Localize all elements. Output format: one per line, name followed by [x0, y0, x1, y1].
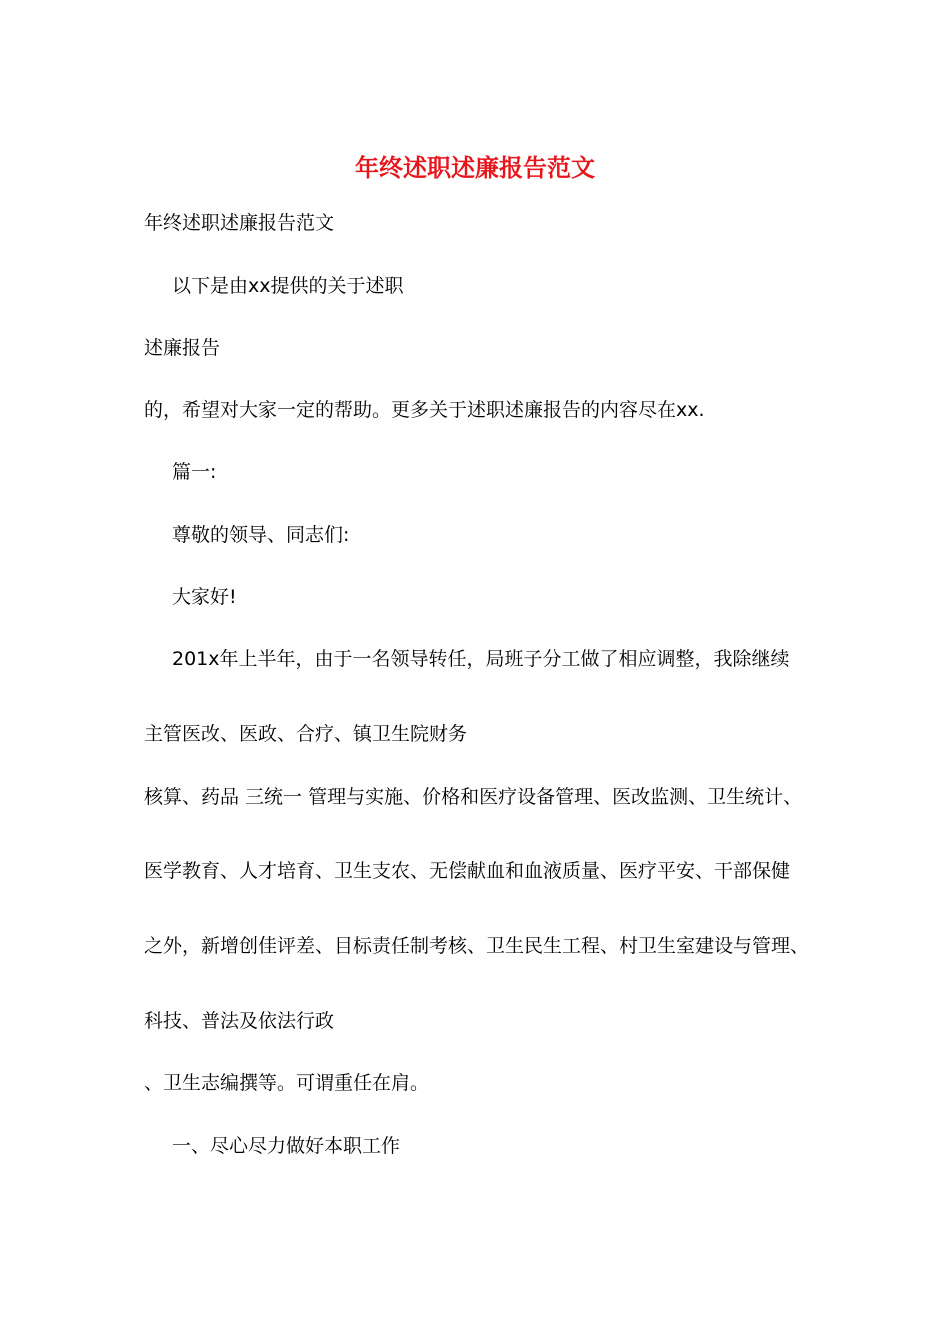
paragraph-line: 科技、普法及依法行政	[144, 1010, 335, 1032]
paragraph-line: 的，希望对大家一定的帮助。更多关于述职述廉报告的内容尽在xx.	[144, 399, 705, 421]
paragraph-line: 以下是由xx提供的关于述职	[172, 275, 404, 297]
paragraph-line: 尊敬的领导、同志们:	[172, 524, 350, 546]
section-heading: 一、尽心尽力做好本职工作	[172, 1135, 401, 1157]
paragraph-line: 述廉报告	[144, 337, 221, 359]
paragraph-line: 主管医改、医政、合疗、镇卫生院财务	[144, 723, 468, 745]
paragraph-line: 核算、药品 三统一 管理与实施、价格和医疗设备管理、医改监测、卫生统计、	[144, 786, 803, 808]
paragraph-line: 篇一:	[172, 461, 217, 483]
paragraph-line: 大家好!	[172, 586, 237, 608]
paragraph-line: 之外，新增创佳评差、目标责任制考核、卫生民生工程、村卫生室建设与管理、	[144, 935, 810, 957]
paragraph-line: 、卫生志编撰等。可谓重任在肩。	[144, 1072, 430, 1094]
paragraph-line: 201x年上半年，由于一名领导转任，局班子分工做了相应调整，我除继续	[172, 648, 790, 670]
paragraph-line: 年终述职述廉报告范文	[144, 212, 335, 234]
document-title: 年终述职述廉报告范文	[355, 153, 595, 182]
paragraph-line: 医学教育、人才培育、卫生支农、无偿献血和血液质量、医疗平安、干部保健	[144, 860, 791, 882]
